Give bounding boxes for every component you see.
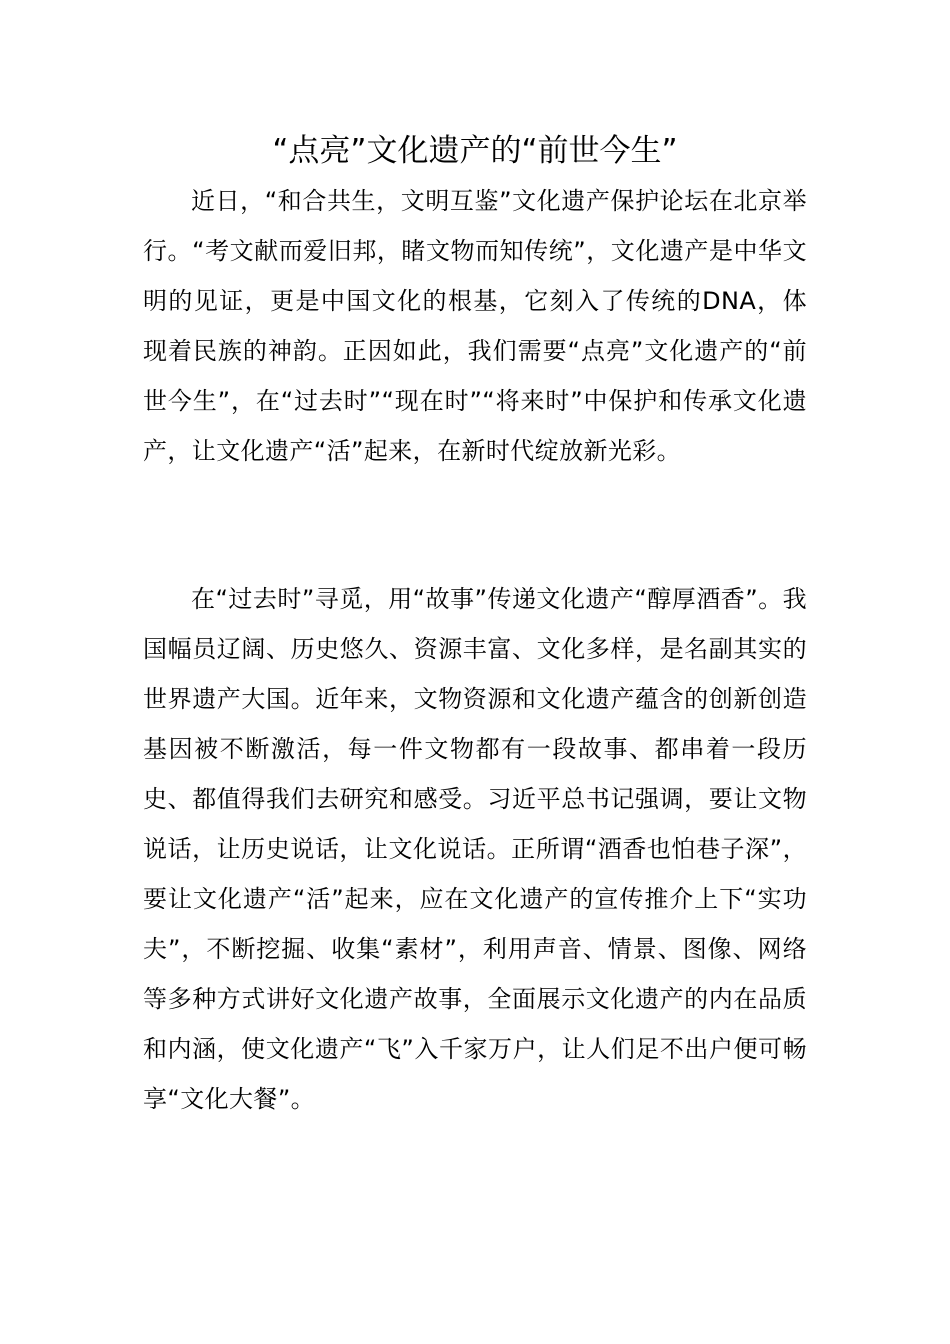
document-title: “点亮”文化遗产的“前世今生” bbox=[272, 133, 678, 169]
paragraph-2: 在“过去时”寻觅，用“故事”传递文化遗产“醇厚酒香”。我国幅员辽阔、历史悠久、资源丰富、文化多样，是名副其实的世界遗产大国。近年来，文物资源和文化遗产蕴含的创新创造基因被不断激活，每一件文物都有一段故事、都串着一段历史、都值得我们去研究和感受。习近平总书记强调，要让文物说话，让历史说话，让文化说话。正所谓“酒香也怕巷子深”，要让文化遗产“活”起来，应在文化遗产的宣传推介上下“实功夫”，不断挖掘、收集“素材”，利用声音、情景、图像、网络等多种方式讲好文化遗产故事，全面展示文化遗产的内在品质和内涵，使文化遗产“飞”入千家万户，让人们足不出户便可畅享“文化大餐”。 bbox=[143, 585, 807, 1113]
paragraph-1: 近日，“和合共生，文明互鉴”文化遗产保护论坛在北京举行。“考文献而爱旧邦，睹文物而知传统”，文化遗产是中华文明的见证，更是中国文化的根基，它刻入了传统的DNA，体现着民族的神韵。正因如此，我们需要“点亮”文化遗产的“前世今生”，在“过去时”“现在时”“将来时”中保护和传承文化遗产，让文化遗产“活”起来，在新时代绽放新光彩。 bbox=[143, 187, 807, 465]
